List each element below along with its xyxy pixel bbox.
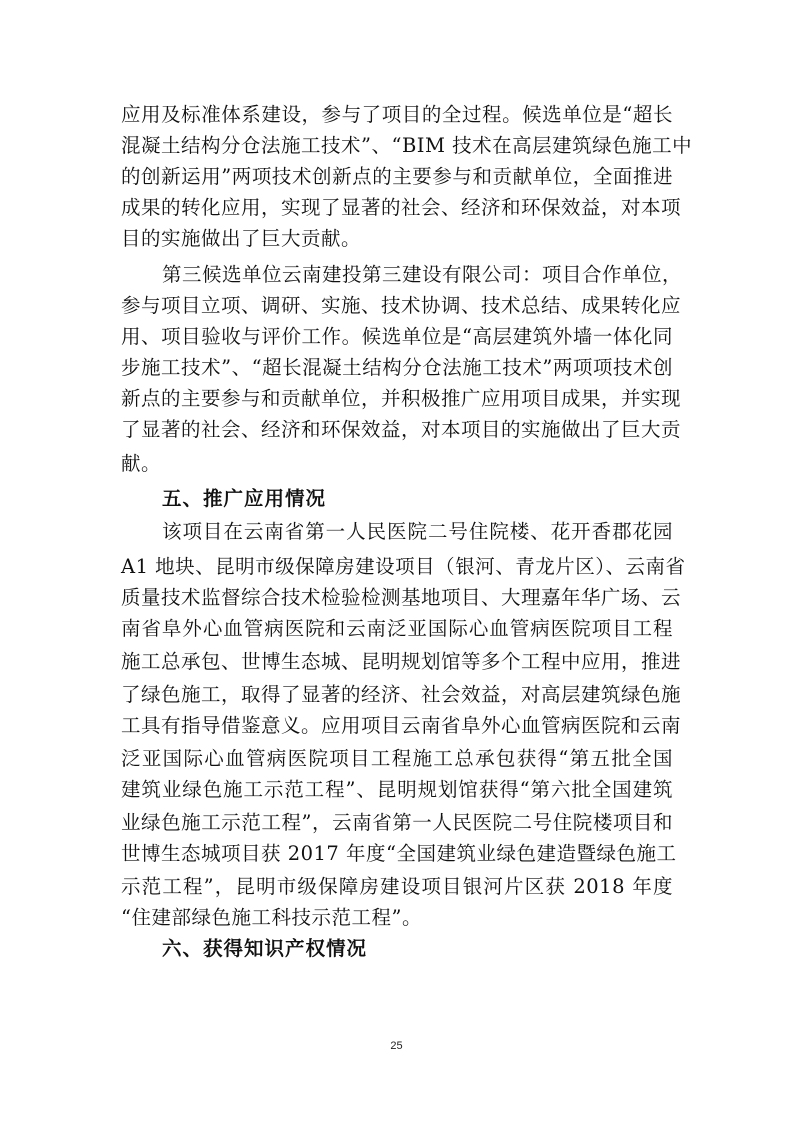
paragraph-line: 第三候选单位云南建投第三建设有限公司：项目合作单位， [162,263,683,286]
paragraph-line: 泛亚国际心血管病医院项目工程施工总承包获得“第五批全国 [121,747,673,770]
paragraph-line: 施工总承包、世博生态城、昆明规划馆等多个工程中应用，推进 [121,650,682,673]
paragraph-line: 工具有指导借鉴意义。应用项目云南省阜外心血管病医院和云南 [121,714,682,737]
paragraph-line: 献。 [121,452,162,475]
paragraph-line: 应用及标准体系建设，参与了项目的全过程。候选单位是“超长 [121,103,673,126]
paragraph-line: 参与项目立项、调研、实施、技术协调、技术总结、成果转化应 [121,294,682,317]
paragraph-line: 质量技术监督综合技术检验检测基地项目、大理嘉年华广场、云 [121,586,682,609]
paragraph-line: 的创新运用”两项技术创新点的主要参与和贡献单位，全面推进 [121,165,673,188]
paragraph-line: 世博生态城项目获 2017 年度“全国建筑业绿色建造暨绿色施工 [121,842,677,865]
paragraph-line: 新点的主要参与和贡献单位，并积极推广应用项目成果，并实现 [121,387,682,410]
paragraph-line: 成果的转化应用，实现了显著的社会、经济和环保效益，对本项 [121,196,682,219]
paragraph-line: 业绿色施工示范工程”，云南省第一人民医院二号住院楼项目和 [121,811,673,834]
paragraph-line: 了显著的社会、经济和环保效益，对本项目的实施做出了巨大贡 [121,418,682,441]
paragraph-line: A1 地块、昆明市级保障房建设项目（银河、青龙片区）、云南省 [121,555,686,578]
paragraph-line: 步施工技术”、“超长混凝土结构分仓法施工技术”两项项技术创 [121,356,673,379]
paragraph-line: 示范工程”，昆明市级保障房建设项目银河片区获 2018 年度 [121,875,673,898]
paragraph-line: 了绿色施工，取得了显著的经济、社会效益，对高层建筑绿色施 [121,683,682,706]
paragraph-line: “住建部绿色施工科技示范工程”。 [121,906,422,929]
paragraph-line: 目的实施做出了巨大贡献。 [121,227,362,250]
section-heading-5: 五、推广应用情况 [162,487,327,510]
paragraph-line: 混凝土结构分仓法施工技术”、“BIM 技术在高层建筑绿色施工中 [121,134,693,157]
page-number: 25 [390,1040,403,1052]
paragraph-line: 该项目在云南省第一人民医院二号住院楼、花开香郡花园 [162,520,673,543]
paragraph-line: 南省阜外心血管病医院和云南泛亚国际心血管病医院项目工程 [121,617,673,640]
paragraph-line: 用、项目验收与评价工作。候选单位是“高层建筑外墙一体化同 [121,325,673,348]
paragraph-line: 建筑业绿色施工示范工程”、昆明规划馆获得“第六批全国建筑 [121,778,673,801]
section-heading-6: 六、获得知识产权情况 [162,937,368,960]
